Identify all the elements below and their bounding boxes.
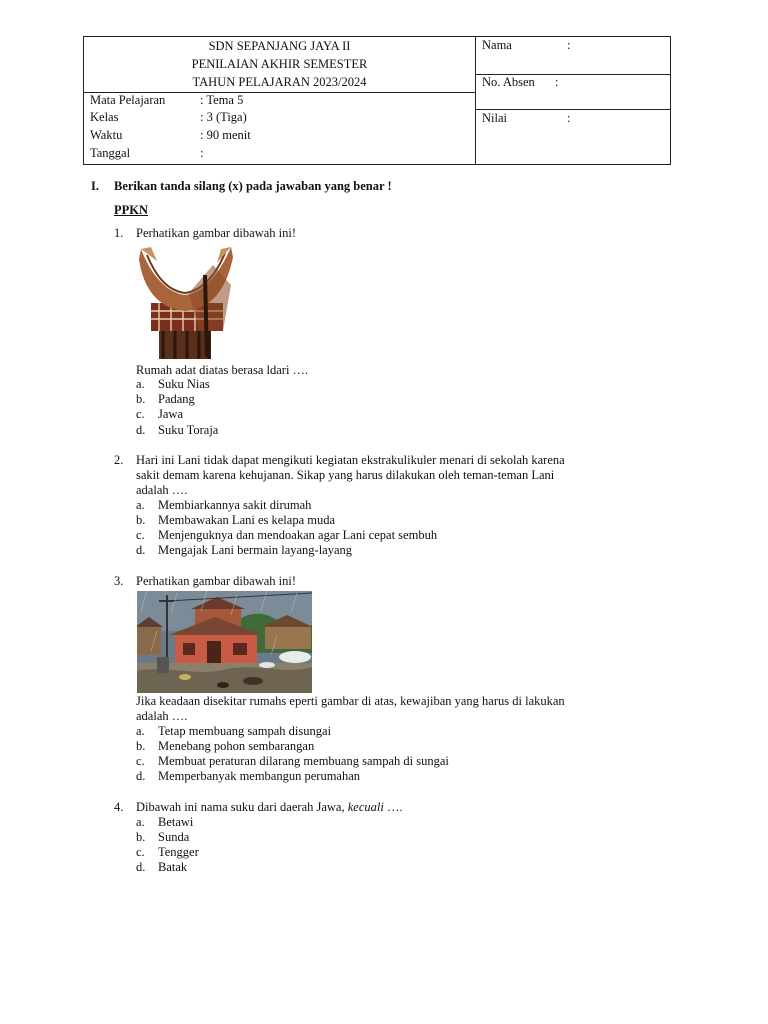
subject-heading: PPKN [114, 203, 149, 217]
option-letter: c. [136, 407, 145, 421]
option-text[interactable]: Menjenguknya dan mendoakan agar Lani cepat sembuh [158, 528, 438, 542]
school-name: SDN SEPANJANG JAYA II [208, 39, 351, 53]
school-year: TAHUN PELAJARAN 2023/2024 [192, 75, 367, 89]
info-row-time [90, 127, 251, 144]
option-text[interactable]: Padang [158, 392, 195, 406]
question-text-prefix: Dibawah ini nama suku dari daerah Jawa, [136, 800, 348, 814]
option-letter: c. [136, 845, 145, 859]
option-text[interactable]: Memperbanyak membangun perumahan [158, 769, 361, 783]
field-label: Nama [482, 38, 512, 52]
question-text: Hari ini Lani tidak dapat mengikuti kegiatan ekstrakulikuler menari di sekolah karena [136, 453, 565, 467]
option-text[interactable]: Tetap membuang sampah disungai [158, 724, 332, 738]
option-text[interactable]: Sunda [158, 830, 190, 844]
field-colon: : [567, 111, 571, 125]
question-prompt: Rumah adat diatas berasa ldari …. [136, 363, 309, 377]
question-text: Perhatikan gambar dibawah ini! [136, 574, 297, 588]
question-prompt: Jika keadaan disekitar rumahs eperti gambar di atas, kewajiban yang harus di lakukan [136, 694, 565, 708]
question-number: 3. [114, 574, 124, 588]
section-number: I. [91, 179, 99, 193]
question-text-suffix: …. [383, 800, 403, 814]
info-value: : 90 menit [200, 128, 251, 142]
score-field[interactable] [482, 110, 570, 127]
field-colon: : [555, 75, 559, 89]
name-field[interactable] [482, 37, 570, 54]
section-instruction: Berikan tanda silang (x) pada jawaban yang benar ! [114, 179, 392, 193]
exam-header-table [83, 36, 671, 165]
option-letter: c. [136, 754, 145, 768]
question-text: sakit demam karena kehujanan. Sikap yang harus dilakukan oleh teman-teman Lani [136, 468, 555, 482]
option-text[interactable]: Menebang pohon sembarangan [158, 739, 315, 753]
option-letter: d. [136, 543, 146, 557]
option-text[interactable]: Betawi [158, 815, 194, 829]
question-number: 1. [114, 226, 124, 240]
info-value: : 3 (Tiga) [200, 110, 247, 124]
info-row-subject [90, 92, 243, 109]
table-divider [475, 37, 476, 164]
option-letter: a. [136, 498, 145, 512]
option-letter: b. [136, 739, 146, 753]
info-label: Kelas [90, 110, 119, 124]
question-text-emphasis: kecuali [347, 800, 384, 814]
option-letter: b. [136, 513, 146, 527]
info-label: Waktu [90, 128, 123, 142]
option-letter: d. [136, 423, 146, 437]
exam-title: PENILAIAN AKHIR SEMESTER [191, 57, 368, 71]
option-text[interactable]: Suku Toraja [158, 423, 219, 437]
field-colon: : [567, 38, 571, 52]
question-number: 4. [114, 800, 124, 814]
flood-village-image [137, 591, 312, 693]
info-value: : Tema 5 [200, 93, 244, 107]
option-text[interactable]: Suku Nias [158, 377, 210, 391]
option-text[interactable]: Tengger [158, 845, 199, 859]
option-letter: a. [136, 377, 145, 391]
field-label: Nilai [482, 111, 507, 125]
question-text [136, 800, 403, 815]
question-text: Perhatikan gambar dibawah ini! [136, 226, 297, 240]
option-text[interactable]: Membuat peraturan dilarang membuang sampah di sungai [158, 754, 449, 768]
option-letter: d. [136, 769, 146, 783]
question-prompt: adalah …. [136, 709, 188, 723]
info-row-class [90, 109, 247, 126]
question-number: 2. [114, 453, 124, 467]
field-label: No. Absen [482, 75, 535, 89]
option-letter: b. [136, 392, 146, 406]
info-row-date [90, 145, 203, 162]
option-text[interactable]: Jawa [158, 407, 183, 421]
option-text[interactable]: Membiarkannya sakit dirumah [158, 498, 312, 512]
option-letter: c. [136, 528, 145, 542]
option-letter: a. [136, 815, 145, 829]
option-text[interactable]: Membawakan Lani es kelapa muda [158, 513, 336, 527]
info-label: Mata Pelajaran [90, 93, 166, 107]
absence-number-field[interactable] [482, 74, 558, 91]
option-letter: b. [136, 830, 146, 844]
question-text: adalah …. [136, 483, 188, 497]
toraja-house-image [137, 245, 235, 361]
option-text[interactable]: Mengajak Lani bermain layang-layang [158, 543, 353, 557]
option-text[interactable]: Batak [158, 860, 188, 874]
option-letter: a. [136, 724, 145, 738]
option-letter: d. [136, 860, 146, 874]
info-value: : [200, 146, 204, 160]
info-label: Tanggal [90, 146, 131, 160]
